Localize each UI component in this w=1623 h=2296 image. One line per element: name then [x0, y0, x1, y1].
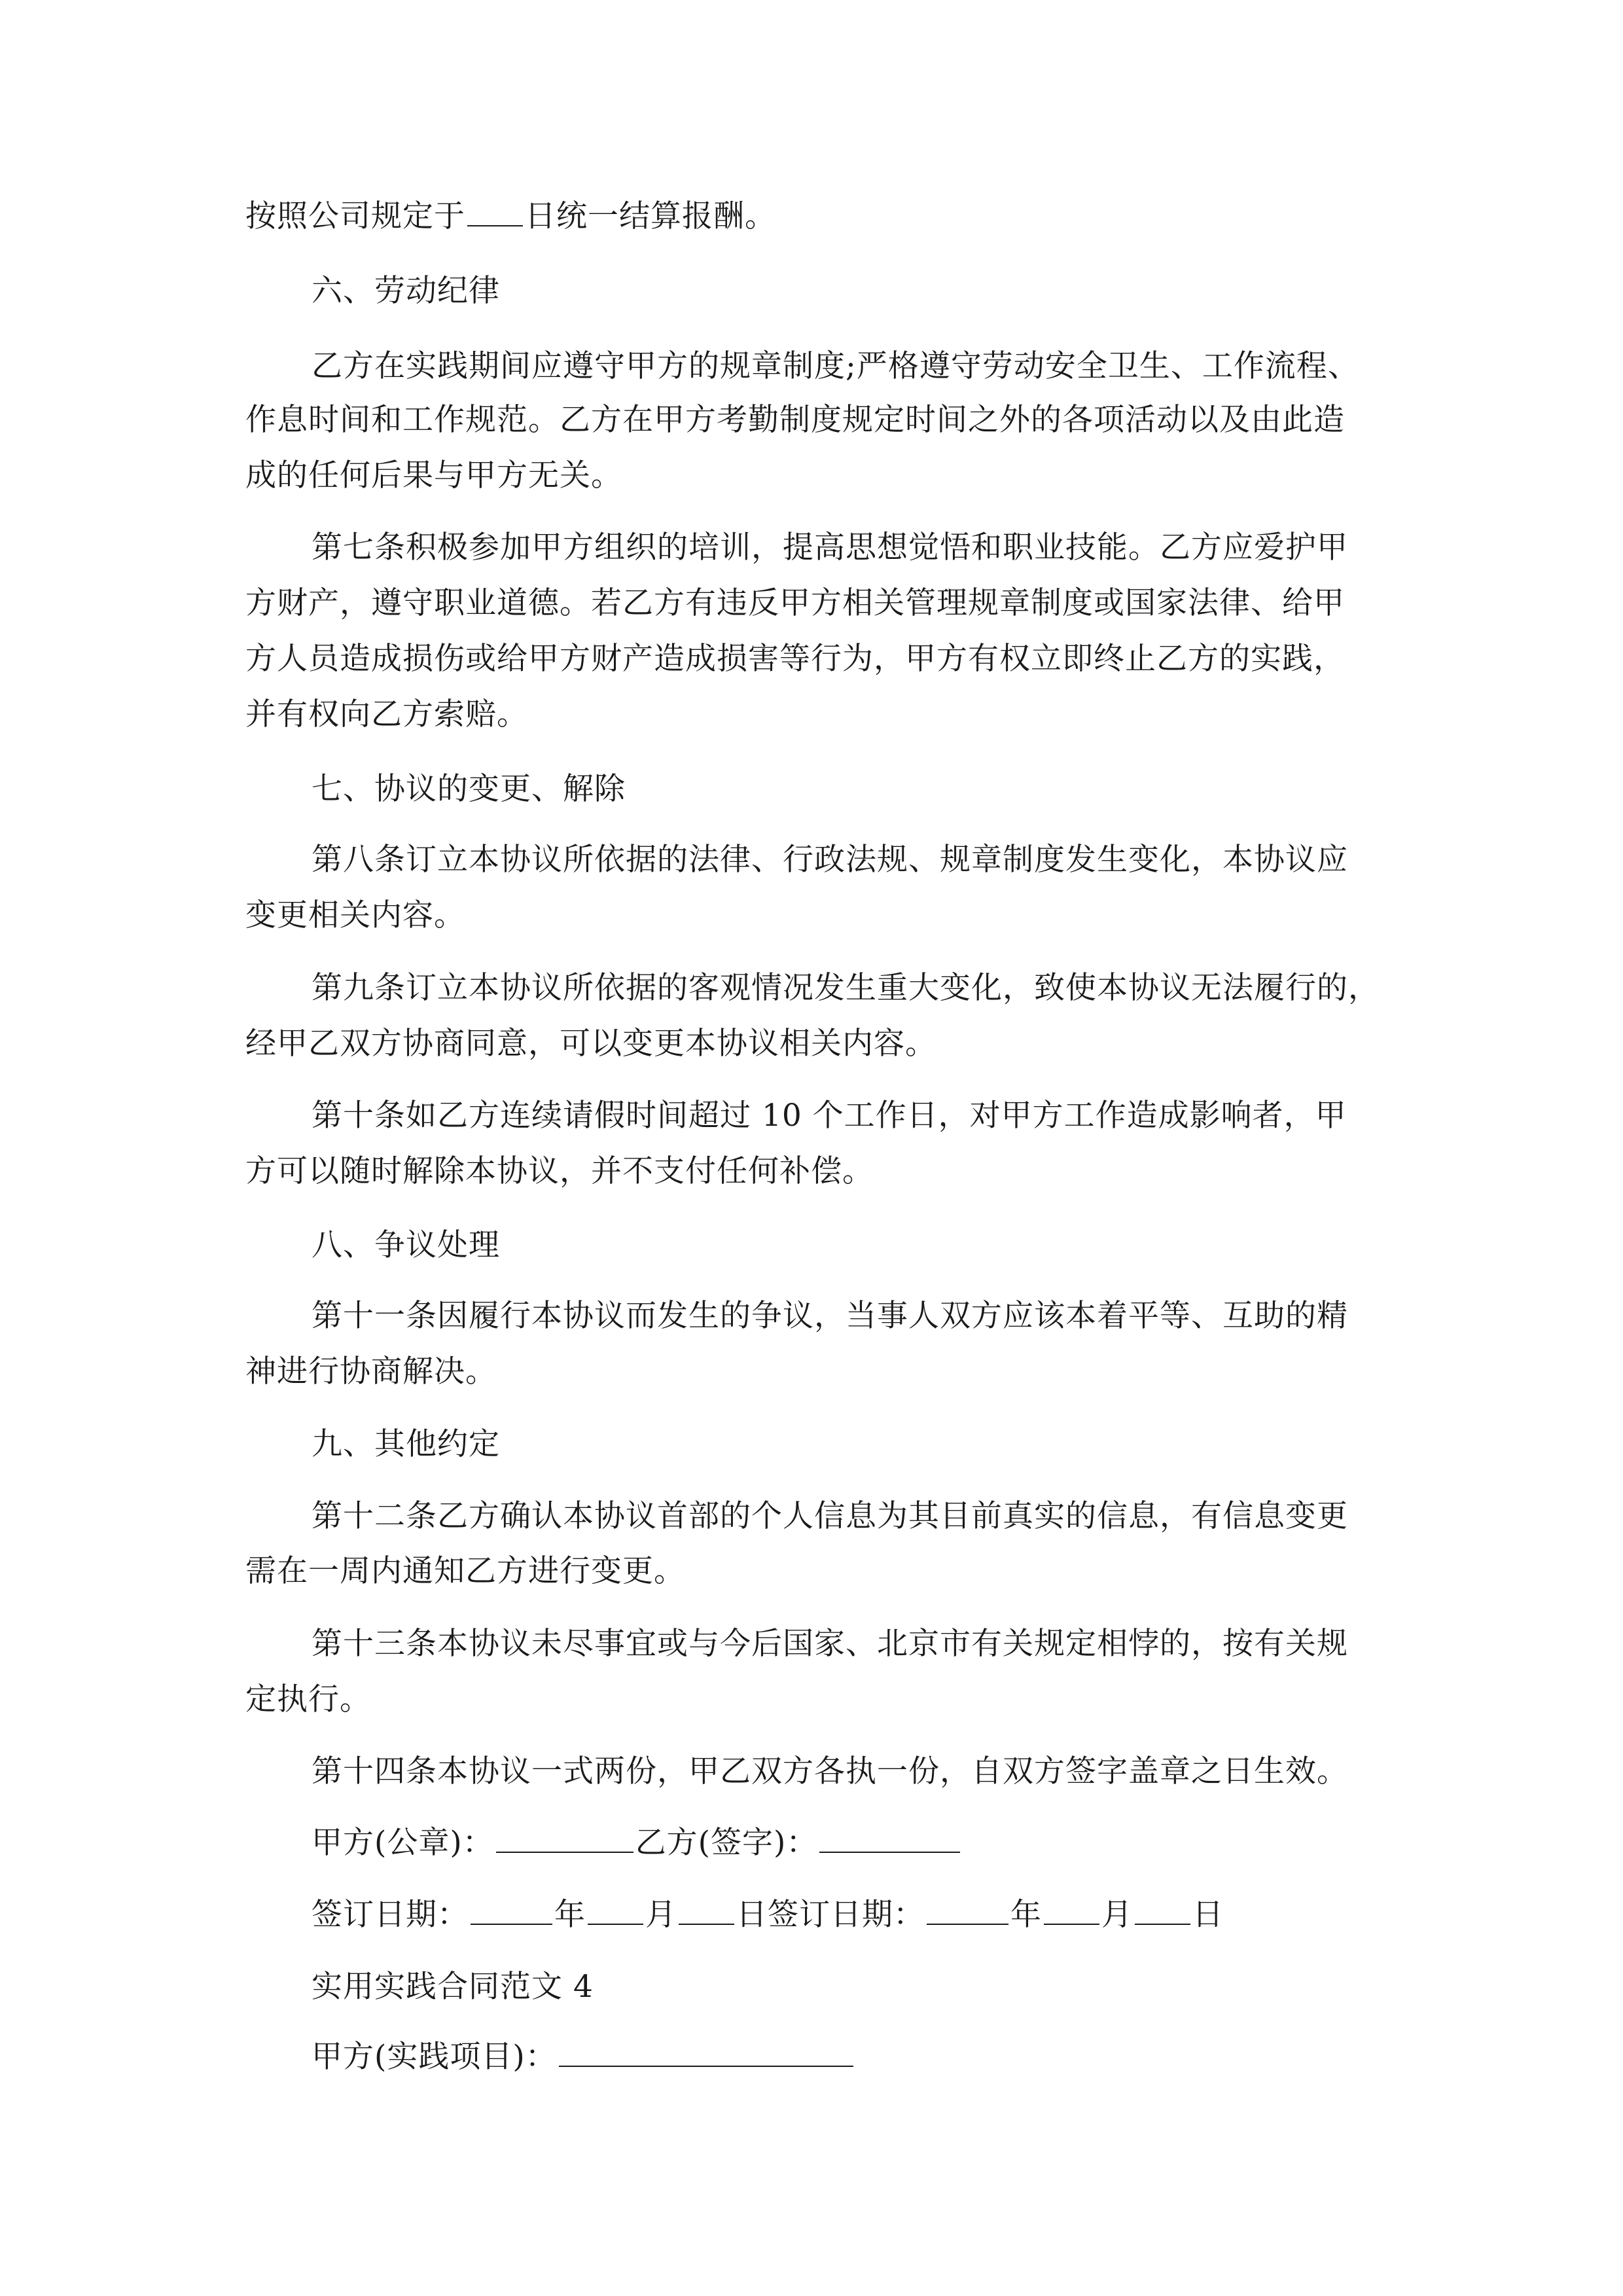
party-a-label: 甲方(公章)：: [312, 1825, 494, 1861]
line-text: 日统一结算报酬。: [525, 198, 776, 234]
paragraph-line: 第九条订立本协议所依据的客观情况发生重大变化，致使本协议无法履行的，: [312, 970, 1380, 1006]
month-field: [1044, 1895, 1099, 1925]
section-heading: 六、劳动纪律: [312, 273, 500, 309]
month-label: 月: [645, 1897, 677, 1933]
paragraph-line: 方人员造成损伤或给甲方财产造成损害等行为，甲方有权立即终止乙方的实践，: [245, 641, 1345, 677]
month-label: 月: [1101, 1897, 1133, 1933]
party-b-label: 乙方(签字)：: [635, 1825, 818, 1861]
party-b-signature-field: [819, 1823, 960, 1853]
line-text: 按照公司规定于: [245, 198, 465, 234]
paragraph-line: 第十四条本协议一式两份，甲乙双方各执一份，自双方签字盖章之日生效。: [312, 1753, 1348, 1789]
paragraph-line: 第十三条本协议未尽事宜或与今后国家、北京市有关规定相悖的，按有关规: [312, 1626, 1348, 1662]
year-field: [471, 1895, 552, 1925]
section-heading: 七、协议的变更、解除: [312, 771, 626, 807]
section-title: 实用实践合同范文 4: [312, 1969, 594, 2005]
paragraph-line: 需在一周内通知乙方进行变更。: [245, 1553, 685, 1589]
project-line: [312, 2037, 1385, 2077]
signature-line: [312, 1823, 1385, 1863]
paragraph-line: 方可以随时解除本协议，并不支付任何补偿。: [245, 1153, 874, 1189]
year-label: 年: [1010, 1897, 1042, 1933]
paragraph-line: [245, 196, 1387, 236]
paragraph-line: 第十一条因履行本协议而发生的争议，当事人双方应该本着平等、互助的精: [312, 1298, 1348, 1334]
day-field: [679, 1895, 734, 1925]
paragraph-line: 第八条订立本协议所依据的法律、行政法规、规章制度发生变化，本协议应: [312, 842, 1348, 878]
project-label: 甲方(实践项目)：: [312, 2039, 557, 2075]
section-heading: 九、其他约定: [312, 1426, 500, 1462]
day-label: 日: [1192, 1897, 1224, 1933]
date-label-a: 签订日期：: [312, 1897, 469, 1933]
date-line: [312, 1895, 1385, 1935]
paragraph-line: 神进行协商解决。: [245, 1354, 497, 1390]
day-field: [1135, 1895, 1190, 1925]
paragraph-line: 变更相关内容。: [245, 897, 465, 933]
project-field: [559, 2037, 853, 2067]
date-label-b: 日签订日期：: [736, 1897, 925, 1933]
month-field: [588, 1895, 643, 1925]
year-field: [927, 1895, 1008, 1925]
blank-field: [467, 196, 523, 226]
paragraph-line: 第十二条乙方确认本协议首部的个人信息为其目前真实的信息，有信息变更: [312, 1498, 1348, 1534]
paragraph-line: 第七条积极参加甲方组织的培训，提高思想觉悟和职业技能。乙方应爱护甲: [312, 529, 1348, 565]
paragraph-line: 成的任何后果与甲方无关。: [245, 457, 622, 493]
paragraph-line: 经甲乙双方协商同意，可以变更本协议相关内容。: [245, 1026, 936, 1062]
paragraph-line: 定执行。: [245, 1681, 371, 1717]
paragraph-line: 方财产，遵守职业道德。若乙方有违反甲方相关管理规章制度或国家法律、给甲: [245, 585, 1345, 621]
paragraph-line: 作息时间和工作规范。乙方在甲方考勤制度规定时间之外的各项活动以及由此造: [245, 402, 1345, 438]
paragraph-line: 乙方在实践期间应遵守甲方的规章制度;严格遵守劳动安全卫生、工作流程、: [312, 348, 1359, 384]
year-label: 年: [554, 1897, 586, 1933]
paragraph-line: 第十条如乙方连续请假时间超过 10 个工作日，对甲方工作造成影响者，甲: [312, 1098, 1347, 1134]
section-heading: 八、争议处理: [312, 1227, 500, 1263]
paragraph-line: 并有权向乙方索赔。: [245, 696, 528, 732]
party-a-signature-field: [496, 1823, 633, 1853]
